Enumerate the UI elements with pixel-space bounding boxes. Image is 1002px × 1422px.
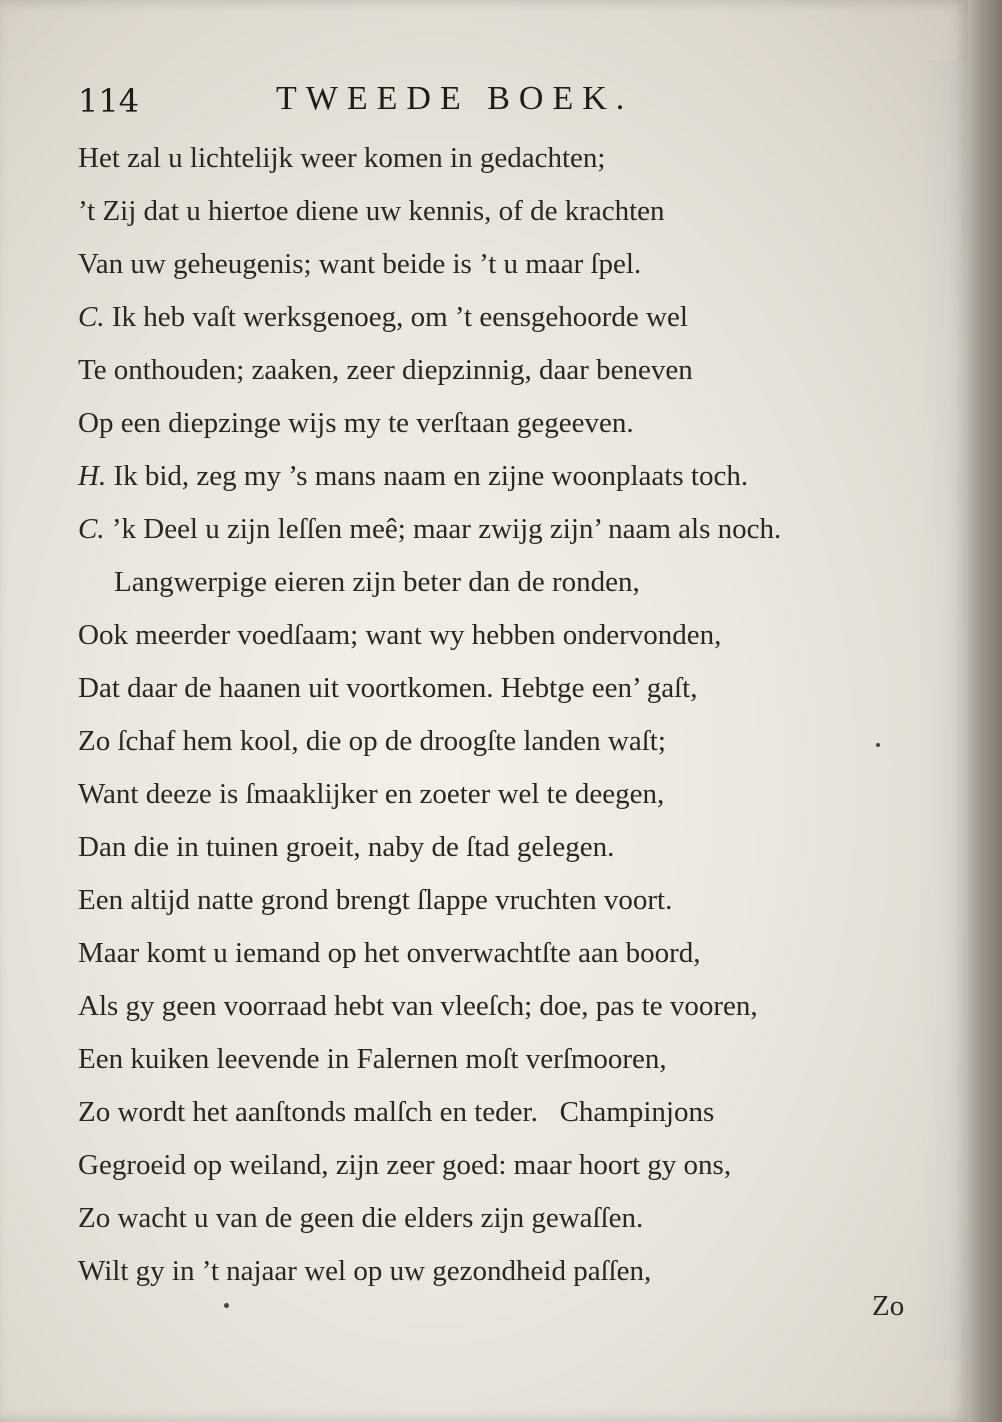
- ink-speck: [224, 1303, 229, 1308]
- verse-line-text: Als gy geen voorraad hebt van vleeſch; doe, pas te vooren,: [78, 990, 758, 1022]
- verse-line: [78, 291, 928, 344]
- verse-line: [78, 768, 928, 821]
- verse-line-text: Zo wordt het aanſtonds malſch en teder. Champinjons: [78, 1096, 715, 1128]
- verse-line: [78, 1245, 928, 1298]
- verse-line: [78, 980, 928, 1033]
- verse-line: [78, 450, 928, 503]
- verse-line: [78, 132, 928, 185]
- catchword: Zo: [872, 1290, 905, 1322]
- verse-line: [78, 662, 928, 715]
- verse-line-text: ’k Deel u zijn leſſen meê; maar zwijg zijn’ naam als noch.: [104, 513, 782, 545]
- page-number: 114: [78, 82, 140, 120]
- verse-line-text: Want deeze is ſmaaklijker en zoeter wel te deegen,: [78, 778, 665, 810]
- verse-line: [78, 344, 928, 397]
- ink-speck: [876, 743, 880, 747]
- verse-line-text: Een kuiken leevende in Falernen moſt verſmooren,: [78, 1043, 667, 1075]
- verse-line-text: Op een diepzinge wijs my te verſtaan gegeeven.: [78, 407, 634, 439]
- verse-line-text: Wilt gy in ’t najaar wel op uw gezondheid paſſen,: [78, 1255, 652, 1287]
- verse-line-text: Maar komt u iemand op het onverwachtſte aan boord,: [78, 937, 701, 969]
- verse-line: [78, 821, 928, 874]
- verse-line-text: Ook meerder voedſaam; want wy hebben ondervonden,: [78, 619, 722, 651]
- verse-line: [78, 1086, 928, 1139]
- verse-line: [78, 1192, 928, 1245]
- speaker-label: H.: [78, 460, 107, 492]
- verse-line: [78, 927, 928, 980]
- verse-line-text: Zo ſchaf hem kool, die op de droogſte landen waſt;: [78, 725, 666, 757]
- verse-line: [78, 609, 928, 662]
- verse-line-text: Dan die in tuinen groeit, naby de ſtad gelegen.: [78, 831, 615, 863]
- verse-line-text: Van uw geheugenis; want beide is ’t u maar ſpel.: [78, 248, 642, 280]
- verse-line: [78, 238, 928, 291]
- running-head: TWEEDE BOEK.: [276, 80, 634, 117]
- verse-line-text: Gegroeid op weiland, zijn zeer goed: maar hoort gy ons,: [78, 1149, 732, 1181]
- verse-line: [78, 1139, 928, 1192]
- verse-text: [78, 132, 928, 1298]
- verse-line-text: Langwerpige eieren zijn beter dan de ronden,: [114, 566, 640, 598]
- verse-line-text: Te onthouden; zaaken, zeer diepzinnig, daar beneven: [78, 354, 693, 386]
- verse-line: [78, 503, 928, 556]
- verse-line: [78, 1033, 928, 1086]
- page-header: [78, 78, 738, 124]
- verse-line-text: Ik heb vaſt werksgenoeg, om ’t eensgehoorde wel: [104, 301, 688, 333]
- verse-line-text: ’t Zij dat u hiertoe diene uw kennis, of de krachten: [78, 195, 665, 227]
- verse-line: [78, 185, 928, 238]
- speaker-label: C.: [78, 301, 105, 333]
- verse-line-text: Dat daar de haanen uit voortkomen. Hebtge een’ gaſt,: [78, 672, 698, 704]
- speaker-label: C.: [78, 513, 105, 545]
- verse-line-text: Zo wacht u van de geen die elders zijn gewaſſen.: [78, 1202, 644, 1234]
- verse-line: [78, 715, 928, 768]
- verse-line: [78, 397, 928, 450]
- verse-line-text: Ik bid, zeg my ’s mans naam en zijne woonplaats toch.: [106, 460, 749, 492]
- verse-line: [78, 874, 928, 927]
- verse-line-text: Een altijd natte grond brengt ſlappe vruchten voort.: [78, 884, 673, 916]
- verse-line-text: Het zal u lichtelijk weer komen in gedachten;: [78, 142, 606, 174]
- verse-line: [78, 556, 928, 609]
- next-page-edge: [968, 0, 1002, 1422]
